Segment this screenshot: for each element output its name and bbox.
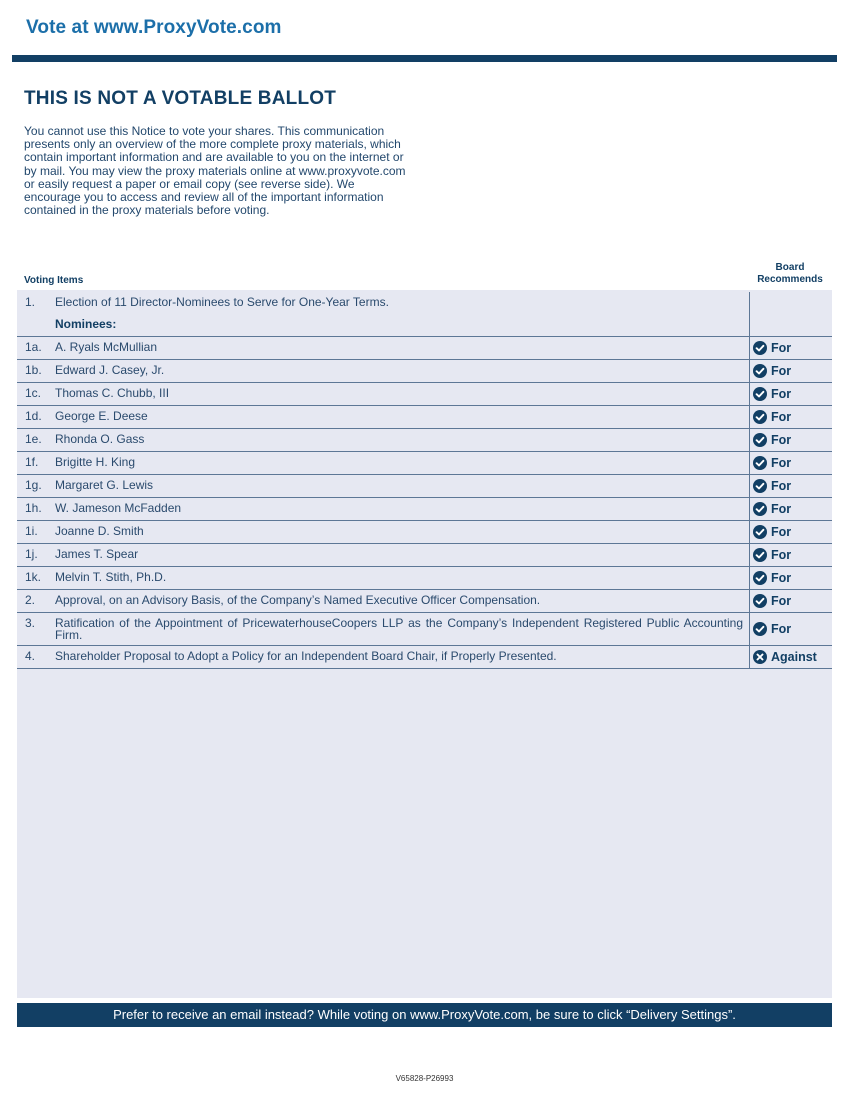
voting-item-cell: [17, 383, 749, 405]
check-circle-icon: [753, 525, 767, 539]
item-number: 1c.: [25, 386, 42, 400]
item-text: Shareholder Proposal to Adopt a Policy for an Independent Board Chair, if Properly Presented.: [55, 649, 557, 663]
check-circle-icon: [753, 433, 767, 447]
item-text: Thomas C. Chubb, III: [55, 386, 170, 400]
table-row: [17, 590, 832, 613]
recommendation-cell: [749, 475, 831, 497]
recommendation-label: Against: [771, 650, 817, 664]
item-text: Margaret G. Lewis: [55, 478, 154, 492]
item-number: 1j.: [25, 547, 38, 561]
voting-item-cell: [17, 360, 749, 382]
recommendation-label: For: [771, 525, 792, 539]
recommendation-label: For: [771, 364, 792, 378]
table-row: [17, 383, 832, 406]
table-row: [17, 613, 832, 646]
table-row: [17, 292, 832, 314]
recommendation-cell: [749, 429, 831, 451]
item-number: 1a.: [25, 340, 42, 354]
item-number: 1d.: [25, 409, 42, 423]
item-text: Edward J. Casey, Jr.: [55, 363, 165, 377]
voting-item-cell: [17, 314, 749, 336]
recommendation-label: For: [771, 594, 792, 608]
table-row: [17, 314, 832, 337]
table-row: [17, 406, 832, 429]
item-number: 1e.: [25, 432, 42, 446]
voting-item-cell: [17, 613, 749, 645]
item-text: Melvin T. Stith, Ph.D.: [55, 570, 167, 584]
voting-items-table: [17, 292, 832, 669]
voting-item-cell: [17, 337, 749, 359]
check-circle-icon: [753, 594, 767, 608]
header-title: Vote at www.ProxyVote.com: [26, 17, 282, 38]
table-row: [17, 337, 832, 360]
item-number: 1k.: [25, 570, 42, 584]
table-row: [17, 475, 832, 498]
item-number: 1i.: [25, 524, 38, 538]
recommendation-cell: [749, 383, 831, 405]
item-text: Ratification of the Appointment of PricewaterhouseCoopers LLP as the Company’s Independent Registered Public Accounting Firm.: [55, 616, 743, 642]
voting-item-cell: [17, 567, 749, 589]
check-circle-icon: [753, 364, 767, 378]
check-circle-icon: [753, 456, 767, 470]
x-circle-icon: [753, 650, 767, 664]
check-circle-icon: [753, 479, 767, 493]
recommendation-cell: [749, 521, 831, 543]
item-number: 1g.: [25, 478, 42, 492]
document-code: V65828-P26993: [395, 1074, 454, 1083]
check-circle-icon: [753, 502, 767, 516]
table-row: [17, 521, 832, 544]
item-text: Joanne D. Smith: [55, 524, 144, 538]
check-circle-icon: [753, 387, 767, 401]
voting-item-cell: [17, 521, 749, 543]
table-row: [17, 567, 832, 590]
page-title: THIS IS NOT A VOTABLE BALLOT: [24, 88, 337, 109]
recommendation-cell: [749, 314, 831, 336]
recommendation-cell: [749, 498, 831, 520]
item-number: 1f.: [25, 455, 39, 469]
item-text: James T. Spear: [55, 547, 139, 561]
item-text: Rhonda O. Gass: [55, 432, 145, 446]
table-row: [17, 646, 832, 669]
check-circle-icon: [753, 410, 767, 424]
recommendation-label: For: [771, 571, 792, 585]
board-recommends-header: [749, 262, 831, 286]
item-text: Approval, on an Advisory Basis, of the Company’s Named Executive Officer Compensation.: [55, 593, 541, 607]
recommendation-label: For: [771, 622, 792, 636]
check-circle-icon: [753, 571, 767, 585]
recommendation-cell: [749, 360, 831, 382]
item-number: 2.: [25, 593, 36, 607]
voting-items-header: Voting Items: [24, 275, 84, 286]
recommendation-label: For: [771, 387, 792, 401]
recommendation-label: For: [771, 410, 792, 424]
board-recommends-line1: Board: [775, 262, 805, 273]
table-row: [17, 429, 832, 452]
recommendation-cell: [749, 337, 831, 359]
item-number: 1h.: [25, 501, 42, 515]
voting-item-cell: [17, 498, 749, 520]
recommendation-cell: [749, 567, 831, 589]
recommendation-label: For: [771, 548, 792, 562]
item-number: 4.: [25, 649, 36, 663]
table-row: [17, 544, 832, 567]
recommendation-cell: [749, 590, 831, 612]
item-text: George E. Deese: [55, 409, 148, 423]
voting-item-cell: [17, 452, 749, 474]
item-text: A. Ryals McMullian: [55, 340, 158, 354]
voting-item-cell: [17, 292, 749, 314]
intro-paragraph: You cannot use this Notice to vote your shares. This communication presents only an overview of the more complete proxy materials, which contain important information and are available to you on the internet or by mail. You may view the proxy materials online at www.proxyvote.com or easily request a paper or email copy (see reverse side). We encourage you to access and review all of the important information contained in the proxy materials before voting.: [24, 124, 406, 218]
recommendation-cell: [749, 452, 831, 474]
item-number: 1.: [25, 295, 36, 309]
nominees-label: Nominees:: [55, 317, 117, 331]
recommendation-cell: [749, 292, 831, 314]
recommendation-cell: [749, 544, 831, 566]
table-row: [17, 360, 832, 383]
board-recommends-line2: Recommends: [757, 274, 823, 285]
item-number: 1b.: [25, 363, 42, 377]
item-text: Election of 11 Director-Nominees to Serve for One-Year Terms.: [55, 295, 389, 309]
footer-banner: Prefer to receive an email instead? While voting on www.ProxyVote.com, be sure to click “Delivery Settings”.: [17, 1003, 832, 1027]
header-divider: [12, 55, 837, 62]
recommendation-cell: [749, 613, 831, 645]
recommendation-label: For: [771, 456, 792, 470]
item-text: W. Jameson McFadden: [55, 501, 182, 515]
voting-item-cell: [17, 406, 749, 428]
check-circle-icon: [753, 622, 767, 636]
recommendation-cell: [749, 406, 831, 428]
table-row: [17, 498, 832, 521]
item-text: Brigitte H. King: [55, 455, 136, 469]
recommendation-cell: [749, 646, 831, 668]
check-circle-icon: [753, 341, 767, 355]
voting-item-cell: [17, 544, 749, 566]
voting-item-cell: [17, 429, 749, 451]
voting-item-cell: [17, 475, 749, 497]
item-number: 3.: [25, 616, 36, 630]
voting-item-cell: [17, 590, 749, 612]
recommendation-label: For: [771, 479, 792, 493]
recommendation-label: For: [771, 341, 792, 355]
voting-item-cell: [17, 646, 749, 668]
recommendation-label: For: [771, 502, 792, 516]
table-row: [17, 452, 832, 475]
check-circle-icon: [753, 548, 767, 562]
recommendation-label: For: [771, 433, 792, 447]
